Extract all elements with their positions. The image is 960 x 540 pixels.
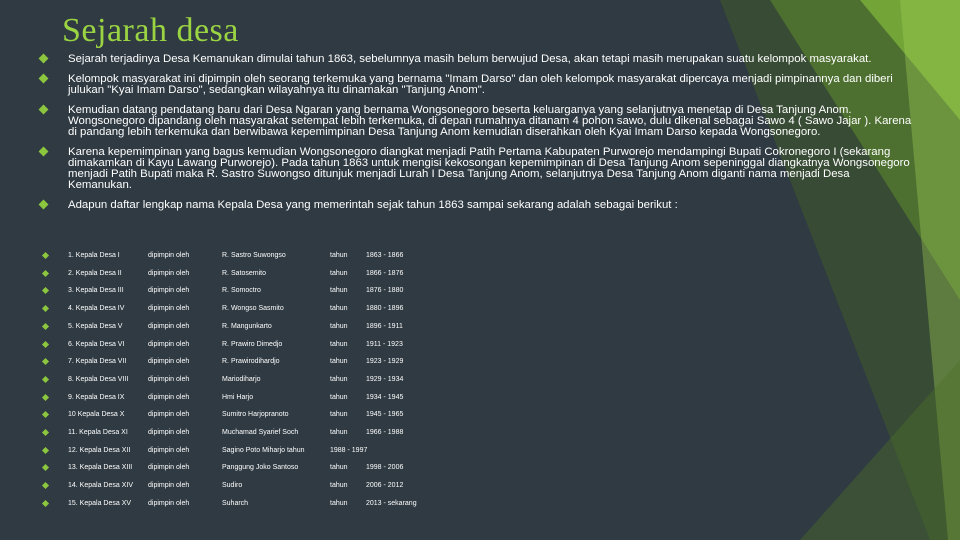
diamond-bullet-icon [39,200,49,210]
paragraph-text: Karena kepemimpinan yang bagus kemudian Wongsonegoro diangkat menjadi Patih Pertama Kabupaten Purworejo mendampingi Bupati Cokronegoro I (sekarang dimakamkan di Kayu Lawang Purworejo). Pada tahun 1863 untuk mengisi kekosongan kepemimpinan di Desa Tanjung Anom sepeninggal diangkatnya Wongsonegoro menjadi Patih Bupati maka R. Sastro Suwongso ditunjuk menjadi Lurah I Desa Tanjung Anom, selanjutnya Desa Tanjung Anom diganti nama menjadi Desa Kemanukan. [68,146,910,191]
tahun-label: tahun [330,322,348,330]
paragraph-4 [36,147,916,191]
head-years: 2013 - sekarang [366,499,417,507]
tahun-label: tahun [330,429,348,436]
led-by: dipimpin oleh [148,464,190,472]
head-name: R. Wongso Sasmito [222,305,284,313]
head-years: 1896 - 1911 [366,322,403,330]
led-by: dipimpin oleh [148,269,190,277]
paragraph-5 [36,200,916,211]
head-label: 4. Kepala Desa IV [68,305,125,313]
tahun-label: tahun [330,464,348,472]
paragraph-text: Kemudian datang pendatang baru dari Desa Ngaran yang bernama Wongsonegoro beserta keluarganya yang selanjutnya menetap di Desa Tanjung Anom. Wongsonegoro dipandang oleh masyarakat setempat lebih terkemuka, di depan rumahnya ditanam 4 pohon sawo, dulu dikenal sebagai Sawo 4 ( Sawo Jajar ). Karena di pandang lebih terkemuka dan berwibawa kepemimpinan Desa Tanjung Anom kemudian diserahkan oleh Kyai Imam Darso kepada Wongsonegoro. [68,104,912,138]
led-by: dipimpin oleh [148,375,190,383]
led-by: dipimpin oleh [148,340,190,348]
led-by: dipimpin oleh [148,305,190,313]
head-name: R. Prawirodihardjo [222,358,280,366]
head-label: 10 Kepala Desa X [68,411,125,419]
led-by: dipimpin oleh [148,393,190,401]
diamond-bullet-icon [39,147,49,157]
tahun-label: tahun [330,499,348,507]
head-label: 13. Kepala Desa XIII [68,464,133,472]
paragraph-3 [36,105,916,138]
tahun-label: tahun [330,252,348,259]
head-years: 1863 - 1866 [366,252,404,259]
tahun-label: tahun [330,482,348,490]
head-name: R. Somoctro [222,287,261,295]
paragraph-text: Adapun daftar lengkap nama Kepala Desa yang memerintah sejak tahun 1863 sampai sekarang adalah sebagai berikut : [68,199,678,211]
tahun-label: tahun [330,375,348,383]
head-name: R. Sastro Suwongso [222,252,286,259]
diamond-bullet-icon [39,54,49,64]
head-name: Suharch [222,499,249,507]
led-by: dipimpin oleh [148,287,190,295]
led-by: dipimpin oleh [148,322,190,330]
head-years: 1923 - 1929 [366,358,404,366]
head-label: 6. Kepala Desa VI [68,340,125,348]
head-years: 1911 - 1923 [366,340,403,348]
led-by: dipimpin oleh [148,252,190,259]
paragraph-text: Kelompok masyarakat ini dipimpin oleh seorang terkemuka yang bernama "Imam Darso" dan oleh kelompok masyarakat dipercaya menjadi pimpinannya dan diberi julukan "Kyai Imam Darso", sedangkan wilayahnya itu dinamakan "Tanjung Anom". [68,73,893,96]
diamond-bullet-icon [39,74,49,84]
tahun-label: tahun [330,393,348,401]
head-years: 1929 - 1934 [366,375,404,383]
head-years: 1934 - 1945 [366,393,404,401]
head-years: 1866 - 1876 [366,269,404,277]
head-name: Sagino Poto Miharjo tahun [222,446,305,454]
tahun-label: tahun [330,411,348,419]
head-label: 3. Kepala Desa III [68,287,124,295]
head-label: 11. Kepala Desa XI [68,429,128,436]
paragraph-2 [36,74,916,96]
head-name: R. Prawiro Dimedjo [222,340,283,348]
head-label: 7. Kepala Desa VII [68,358,127,366]
paragraph-text: Sejarah terjadinya Desa Kemanukan dimulai tahun 1863, sebelumnya masih belum berwujud Desa, akan tetapi masih merupakan suatu kelompok masyarakat. [68,53,872,65]
tahun-label: tahun [330,358,348,366]
led-by: dipimpin oleh [148,482,190,490]
head-years: 1945 - 1965 [366,411,404,419]
paragraph-list [36,54,916,220]
slide-title: Sejarah desa [62,12,239,49]
head-years: 2006 - 2012 [366,482,404,490]
head-label: 15. Kepala Desa XV [68,499,132,507]
head-name: Mariodiharjo [222,375,261,383]
head-label: 5. Kepala Desa V [68,322,123,330]
tahun-label: tahun [330,269,348,277]
led-by: dipimpin oleh [148,446,190,454]
head-label: 14. Kepala Desa XIV [68,482,133,490]
head-years: 1998 - 2006 [366,464,404,472]
led-by: dipimpin oleh [148,411,190,419]
tahun-label: tahun [330,305,348,313]
head-name: Sudiro [222,482,243,490]
head-name: R. Satosemito [222,269,266,277]
head-years: 1880 - 1896 [366,305,404,313]
diamond-bullet-icon [39,105,49,115]
paragraph-1 [36,54,916,65]
head-label: 9. Kepala Desa IX [68,393,125,401]
tahun-label: tahun [330,287,348,295]
led-by: dipimpin oleh [148,358,190,366]
head-label: 12. Kepala Desa XII [68,446,131,454]
head-years: 1988 - 1997 [330,446,368,454]
head-name: Sumitro Harjopranoto [222,411,289,419]
head-years: 1966 - 1988 [366,429,404,436]
head-label: 2. Kepala Desa II [68,269,122,277]
head-label: 1. Kepala Desa I [68,252,120,259]
head-label: 8. Kepala Desa VIII [68,375,129,383]
head-years: 1876 - 1880 [366,287,404,295]
tahun-label: tahun [330,340,348,348]
led-by: dipimpin oleh [148,499,190,507]
head-name: Muchamad Syarief Soch [222,429,299,436]
head-name: Hmi Harjo [222,393,254,401]
head-name: Panggung Joko Santoso [222,464,299,472]
head-name: R. Mangunkarto [222,322,272,330]
led-by: dipimpin oleh [148,429,190,436]
